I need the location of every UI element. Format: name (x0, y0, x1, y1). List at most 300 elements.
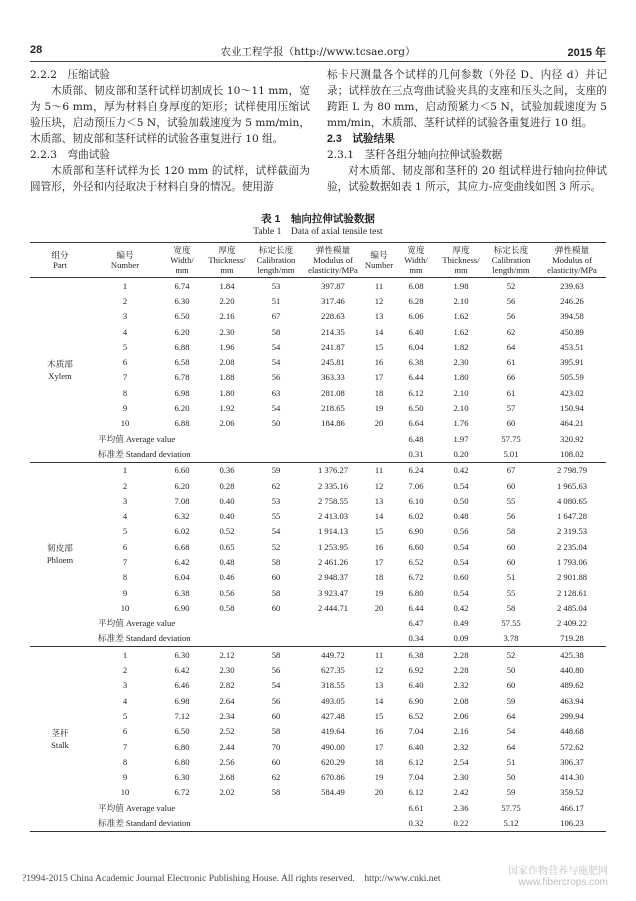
table-cell: 2.02 (219, 787, 235, 798)
table-cell: 106.23 (560, 818, 584, 829)
section-heading-tensile: 2.3.1 茎秆各组分轴向拉伸试验数据 (327, 149, 503, 161)
table-row (30, 524, 606, 539)
table-cell: 6.88 (174, 341, 190, 352)
table-cell: 15 (374, 526, 384, 537)
table-cell: 14 (374, 695, 384, 706)
table-cell: 1.92 (219, 403, 235, 414)
table-cell: 6 (122, 726, 128, 737)
table-cell: 16 (374, 726, 384, 737)
table-cell: 0.40 (219, 511, 235, 522)
table-cell: 1.80 (453, 372, 469, 383)
table-cell: 184.86 (321, 418, 345, 429)
table-cell: 6.02 (174, 526, 190, 537)
table-cell: 427.48 (321, 710, 345, 721)
table-cell: 449.72 (321, 649, 345, 660)
table-cell: 6.46 (174, 680, 190, 691)
table-cell: 6.52 (408, 710, 424, 721)
table-cell: 2.20 (219, 295, 235, 306)
table-cell: 58 (506, 602, 516, 613)
table-cell: 3.78 (503, 633, 519, 644)
table-cell: 1 376.27 (317, 465, 349, 476)
table-cell: 50 (271, 418, 281, 429)
table-cell: 6.50 (408, 403, 424, 414)
average-row (30, 431, 606, 446)
std-dev-row (30, 815, 606, 831)
table-cell: 13 (374, 495, 384, 506)
table-cell: 2.30 (219, 326, 235, 337)
table-cell: 2.82 (219, 680, 235, 691)
table-cell: 12 (374, 480, 384, 491)
table-cell: 2.10 (453, 387, 469, 398)
table-cell: 18 (374, 572, 384, 583)
table-cell: 2.30 (219, 665, 235, 676)
table-cell: 306.37 (560, 756, 584, 767)
table-cell: 54 (271, 357, 281, 368)
table-cell: 0.42 (453, 465, 469, 476)
table-cell: 2.08 (219, 357, 235, 368)
table-row (30, 278, 606, 294)
left-column (30, 67, 310, 195)
table-cell: 1.62 (453, 311, 469, 322)
table-row (30, 508, 606, 523)
table-cell: 70 (271, 741, 281, 752)
average-row-label: 平均值 Average value (98, 802, 176, 813)
table-cell: 20 (374, 418, 384, 429)
col-header-length: 标定长度 Calibration length/mm (256, 245, 296, 275)
paragraph-bending: 木质部和茎秆试样为长 120 mm 的试样，试样截面为圆管形，外径和内径取决于材料自身的情况。使用游 (30, 165, 310, 193)
table-cell: 56 (271, 665, 281, 676)
table-cell: 0.09 (453, 633, 469, 644)
table-cell: 54 (271, 403, 281, 414)
table-cell: 6.44 (408, 602, 424, 613)
table-cell: 66 (506, 372, 516, 383)
average-row (30, 616, 606, 631)
table-cell: 6.68 (174, 541, 190, 552)
table-cell: 62 (506, 326, 516, 337)
table-cell: 4 (122, 695, 128, 706)
table-cell: 7.06 (408, 480, 424, 491)
table-cell: 1.88 (219, 372, 235, 383)
table-cell: 59 (506, 787, 516, 798)
table-row (30, 785, 606, 800)
page-footer (22, 866, 622, 888)
table-cell: 2.10 (453, 295, 469, 306)
table-cell: 6.90 (408, 526, 424, 537)
table-cell: 6 (122, 357, 128, 368)
table-cell: 58 (271, 726, 281, 737)
section-heading-compression: 2.2.2 压缩试验 (30, 69, 110, 81)
table-cell: 6.74 (174, 280, 190, 291)
table-cell: 10 (120, 602, 130, 613)
table-cell: 2 444.71 (317, 602, 349, 613)
table-cell: 7.08 (174, 495, 190, 506)
table-cell: 5 (122, 341, 128, 352)
table-cell: 1.82 (453, 341, 469, 352)
table-cell: 5 (122, 710, 128, 721)
table-cell: 6.47 (408, 618, 424, 629)
table-cell: 2 128.61 (556, 587, 588, 598)
table-cell: 2 413.03 (317, 511, 349, 522)
table-cell: 6.98 (174, 695, 190, 706)
table-row (30, 570, 606, 585)
table-cell: 64 (506, 741, 516, 752)
table-cell: 0.28 (219, 480, 235, 491)
table-cell: 2.68 (219, 772, 235, 783)
table-cell: 6.78 (174, 372, 190, 383)
table-cell: 4 080.65 (556, 495, 588, 506)
table-cell: 9 (122, 587, 128, 598)
table-cell: 281.08 (321, 387, 345, 398)
table-row (30, 539, 606, 554)
table-cell: 1.80 (219, 387, 235, 398)
table-cell: 318.55 (321, 680, 345, 691)
table-cell: 6.30 (174, 649, 190, 660)
table-cell: 59 (271, 465, 281, 476)
table-cell: 57.55 (501, 618, 521, 629)
table-row (30, 400, 606, 415)
table-cell: 6.88 (174, 418, 190, 429)
table-cell: 60 (271, 602, 281, 613)
table-cell: 8 (122, 756, 128, 767)
table-cell: 1.76 (453, 418, 469, 429)
table-cell: 10 (120, 418, 130, 429)
table-cell: 0.50 (453, 495, 469, 506)
table-cell: 0.34 (408, 633, 424, 644)
table-cell: 6.40 (408, 741, 424, 752)
table-cell: 58 (271, 326, 281, 337)
table-cell: 450.89 (560, 326, 584, 337)
table-cell: 299.94 (560, 710, 584, 721)
table-cell: 53 (271, 280, 281, 291)
table-cell: 0.58 (219, 602, 235, 613)
table-caption-zh: 表 1 轴向拉伸试验数据 (261, 213, 375, 225)
table-cell: 11 (374, 649, 384, 660)
table-cell: 7 (122, 372, 128, 383)
table-cell: 6.20 (174, 403, 190, 414)
table-cell: 51 (506, 572, 516, 583)
table-cell: 12 (374, 665, 384, 676)
std-dev-row-label: 标准差 Standard deviation (98, 633, 191, 644)
table-cell: 54 (271, 341, 281, 352)
table-cell: 57.75 (501, 433, 521, 444)
table-row (30, 493, 606, 508)
table-group (30, 278, 606, 463)
table-group (30, 462, 606, 647)
table-cell: 54 (271, 680, 281, 691)
table-cell: 320.92 (560, 433, 584, 444)
table-cell: 6.30 (174, 772, 190, 783)
table-cell: 2.06 (219, 418, 235, 429)
table-cell: 1.97 (453, 433, 469, 444)
watermark-line-1: 国家作物营养与施肥网 (508, 866, 608, 877)
table-row (30, 600, 606, 615)
table-row (30, 554, 606, 569)
table-cell: 493.05 (321, 695, 345, 706)
table-cell: 60 (506, 541, 516, 552)
table-cell: 52 (506, 649, 516, 660)
table-row (30, 324, 606, 339)
table-cell: 1 (122, 465, 128, 476)
average-row-label: 平均值 Average value (98, 433, 176, 444)
table-row (30, 478, 606, 493)
table-cell: 2.52 (219, 726, 235, 737)
table-cell: 1 253.95 (317, 541, 349, 552)
table-cell: 0.32 (408, 818, 424, 829)
table-cell: 64 (506, 710, 516, 721)
running-header (30, 44, 606, 60)
table-cell: 2.06 (453, 710, 469, 721)
table-cell: 2.12 (219, 649, 235, 660)
table-cell: 6.12 (408, 756, 424, 767)
table-cell: 7.12 (174, 710, 190, 721)
col-header-number-2: 编号 Number (364, 250, 394, 270)
table-row (30, 385, 606, 400)
table-cell: 1 647.28 (556, 511, 588, 522)
table-cell: 14 (374, 326, 384, 337)
table-cell: 1.84 (219, 280, 235, 291)
section-heading-bending: 2.2.3 弯曲试验 (30, 149, 110, 161)
table-cell: 17 (374, 372, 384, 383)
table-cell: 241.87 (321, 341, 345, 352)
table-cell: 58 (271, 556, 281, 567)
table-cell: 6.06 (408, 311, 424, 322)
table-cell: 2.36 (453, 802, 469, 813)
table-cell: 7 (122, 556, 128, 567)
table-cell: 53 (271, 495, 281, 506)
table-cell: 20 (374, 787, 384, 798)
table-cell: 6.44 (408, 372, 424, 383)
table-cell: 6.64 (408, 418, 424, 429)
table-cell: 3 (122, 495, 128, 506)
table-cell: 440.80 (560, 665, 584, 676)
table-cell: 6.50 (174, 726, 190, 737)
table-row (30, 585, 606, 600)
table-cell: 419.64 (321, 726, 345, 737)
table-cell: 54 (271, 526, 281, 537)
table-cell: 150.94 (560, 403, 584, 414)
table-cell: 466.17 (560, 802, 584, 813)
table-cell: 15 (374, 341, 384, 352)
table-cell: 0.52 (219, 526, 235, 537)
table-cell: 317.46 (321, 295, 345, 306)
table-cell: 6.60 (174, 465, 190, 476)
table-cell: 6.58 (174, 357, 190, 368)
col-header-thickness-2: 厚度 Thickness/ mm (442, 245, 480, 275)
table-cell: 6.60 (408, 541, 424, 552)
table-cell: 16 (374, 357, 384, 368)
table-cell: 5 (122, 526, 128, 537)
table-cell: 7.04 (408, 726, 424, 737)
table-cell: 6.48 (408, 433, 424, 444)
table-cell: 11 (374, 465, 384, 476)
table-cell: 1 (122, 280, 128, 291)
table-cell: 55 (271, 511, 281, 522)
table-cell: 56 (506, 511, 516, 522)
table-cell: 414.30 (560, 772, 584, 783)
std-dev-row (30, 631, 606, 647)
table-cell: 6.40 (408, 680, 424, 691)
table-cell: 4 (122, 511, 128, 522)
table-cell: 59 (506, 695, 516, 706)
table-row (30, 462, 606, 478)
table-cell: 0.40 (219, 495, 235, 506)
table-row (30, 293, 606, 308)
table-row (30, 370, 606, 385)
table-cell: 6.42 (174, 665, 190, 676)
table-cell: 2.28 (453, 665, 469, 676)
table-cell: 58 (271, 587, 281, 598)
table-cell: 489.62 (560, 680, 584, 691)
table-cell: 19 (374, 772, 384, 783)
table-cell: 0.48 (453, 511, 469, 522)
col-header-modulus-2: 弹性模量 Modulus of elasticity/MPa (547, 245, 597, 275)
table-cell: 464.21 (560, 418, 584, 429)
table-cell: 6.98 (174, 387, 190, 398)
table-cell: 2.56 (219, 756, 235, 767)
table-row (30, 693, 606, 708)
table-cell: 2.32 (453, 741, 469, 752)
table-cell: 6.80 (174, 741, 190, 752)
table-cell: 6.24 (408, 465, 424, 476)
table-cell: 245.81 (321, 357, 345, 368)
table-cell: 56 (506, 295, 516, 306)
table-cell: 60 (506, 556, 516, 567)
table-cell: 16 (374, 541, 384, 552)
table-cell: 6.52 (408, 556, 424, 567)
table-cell: 19 (374, 587, 384, 598)
table-cell: 0.48 (219, 556, 235, 567)
table-cell: 1 914.13 (317, 526, 349, 537)
table-cell: 246.26 (560, 295, 584, 306)
table-cell: 11 (374, 280, 384, 291)
table-cell: 6.04 (174, 572, 190, 583)
table-cell: 0.22 (453, 818, 469, 829)
table-cell: 2.16 (219, 311, 235, 322)
table-cell: 5.01 (503, 448, 519, 459)
table-cell: 719.28 (560, 633, 584, 644)
paragraph-tensile: 对木质部、韧皮部和茎秆的 20 组试样进行轴向拉伸试验，试验数据如表 1 所示，其应力-应变曲线如图 3 所示。 (327, 165, 607, 193)
col-header-width-2: 宽度 Width/ mm (404, 245, 428, 275)
table-cell: 0.36 (219, 465, 235, 476)
table-cell: 2 (122, 480, 128, 491)
table-cell: 1 965.63 (556, 480, 588, 491)
table-cell: 2 235.04 (556, 541, 588, 552)
table-cell: 6.92 (408, 665, 424, 676)
table-cell: 58 (271, 787, 281, 798)
table-cell: 0.46 (219, 572, 235, 583)
table-cell: 0.60 (453, 572, 469, 583)
table-cell: 6.72 (408, 572, 424, 583)
table-cell: 6.61 (408, 802, 424, 813)
table-cell: 2 (122, 295, 128, 306)
table-cell: 584.49 (321, 787, 345, 798)
table-cell: 9 (122, 772, 128, 783)
table-cell: 54 (506, 726, 516, 737)
table-cell: 0.54 (453, 541, 469, 552)
table-caption (30, 213, 606, 239)
table-cell: 2 758.55 (317, 495, 349, 506)
table-cell: 57.75 (501, 802, 521, 813)
table-cell: 6.90 (408, 695, 424, 706)
table-cell: 6.20 (174, 326, 190, 337)
table-cell: 1.98 (453, 280, 469, 291)
table-cell: 67 (271, 311, 281, 322)
table-cell: 627.35 (321, 665, 345, 676)
table-cell: 239.63 (560, 280, 584, 291)
table-row (30, 354, 606, 369)
watermark-line-2: www.fibercrops.com (518, 877, 608, 888)
table-cell: 6.80 (174, 756, 190, 767)
table-cell: 2 901.88 (556, 572, 588, 583)
table-cell: 453.51 (560, 341, 584, 352)
table-cell: 1.96 (219, 341, 235, 352)
table-cell: 6.38 (408, 649, 424, 660)
table-cell: 14 (374, 511, 384, 522)
table-cell: 15 (374, 710, 384, 721)
table-cell: 0.65 (219, 541, 235, 552)
table-cell: 394.58 (560, 311, 584, 322)
paragraph-compression: 木质部、韧皮部和茎秆试样切割成长 10～11 mm，宽为 5～6 mm，厚为材料自身厚度的矩形；试样使用压缩试验压块，启动预压力＜5 N，试验加载速度为 5 mm/min，木质部、韧皮部和茎秆试样的试验各重复进行 10 组。 (30, 85, 310, 145)
col-header-modulus: 弹性模量 Modulus of elasticity/MPa (308, 245, 358, 275)
average-row-label: 平均值 Average value (98, 618, 176, 629)
table-row (30, 647, 606, 663)
table-cell: 8 (122, 572, 128, 583)
table-row (30, 309, 606, 324)
table-cell: 490.00 (321, 741, 345, 752)
std-dev-row-label: 标准差 Standard deviation (98, 448, 191, 459)
table-cell: 64 (506, 341, 516, 352)
table-cell: 2 (122, 665, 128, 676)
col-header-thickness: 厚度 Thickness/ mm (208, 245, 246, 275)
header-rule (30, 61, 606, 62)
table-cell: 2.32 (453, 680, 469, 691)
table-cell: 423.02 (560, 387, 584, 398)
table-cell: 0.54 (453, 480, 469, 491)
table-row (30, 339, 606, 354)
table-cell: 57 (506, 403, 516, 414)
table-cell: 6.38 (408, 357, 424, 368)
table-cell: 6.42 (174, 556, 190, 567)
table-cell: 52 (506, 280, 516, 291)
paragraph-bending-cont: 标卡尺测量各个试样的几何参数（外径 D、内径 d）并记录；试样放在三点弯曲试验夹具的支座和压头之间，支座的跨距 L 为 80 mm，启动预紧力＜5 N，试验加载速度为 5 mm/min，木质部、茎秆试样的试验各重复进行 10 组。 (327, 69, 607, 129)
table-cell: 6.72 (174, 787, 190, 798)
table-cell: 6.12 (408, 787, 424, 798)
table-cell: 214.35 (321, 326, 345, 337)
table-cell: 13 (374, 680, 384, 691)
table-cell: 8 (122, 387, 128, 398)
table-cell: 2.30 (453, 357, 469, 368)
table-row (30, 708, 606, 723)
table-cell: 6.38 (174, 587, 190, 598)
group-part-label: 木质部 Xylem (47, 358, 73, 381)
table-cell: 60 (506, 480, 516, 491)
table-cell: 0.42 (453, 602, 469, 613)
table-cell: 18 (374, 387, 384, 398)
table-cell: 2 319.53 (556, 526, 588, 537)
table-cell: 670.86 (321, 772, 345, 783)
table-cell: 56 (271, 372, 281, 383)
table-cell: 6.50 (174, 311, 190, 322)
table-cell: 6.02 (408, 511, 424, 522)
table-cell: 395.91 (560, 357, 584, 368)
table-cell: 397.87 (321, 280, 345, 291)
section-heading-results: 2.3 试验结果 (327, 133, 395, 145)
table-cell: 1 (122, 649, 128, 660)
table-cell: 2 485.04 (556, 602, 588, 613)
table-cell: 67 (506, 465, 516, 476)
table-cell: 505.59 (560, 372, 584, 383)
table-cell: 2.64 (219, 695, 235, 706)
